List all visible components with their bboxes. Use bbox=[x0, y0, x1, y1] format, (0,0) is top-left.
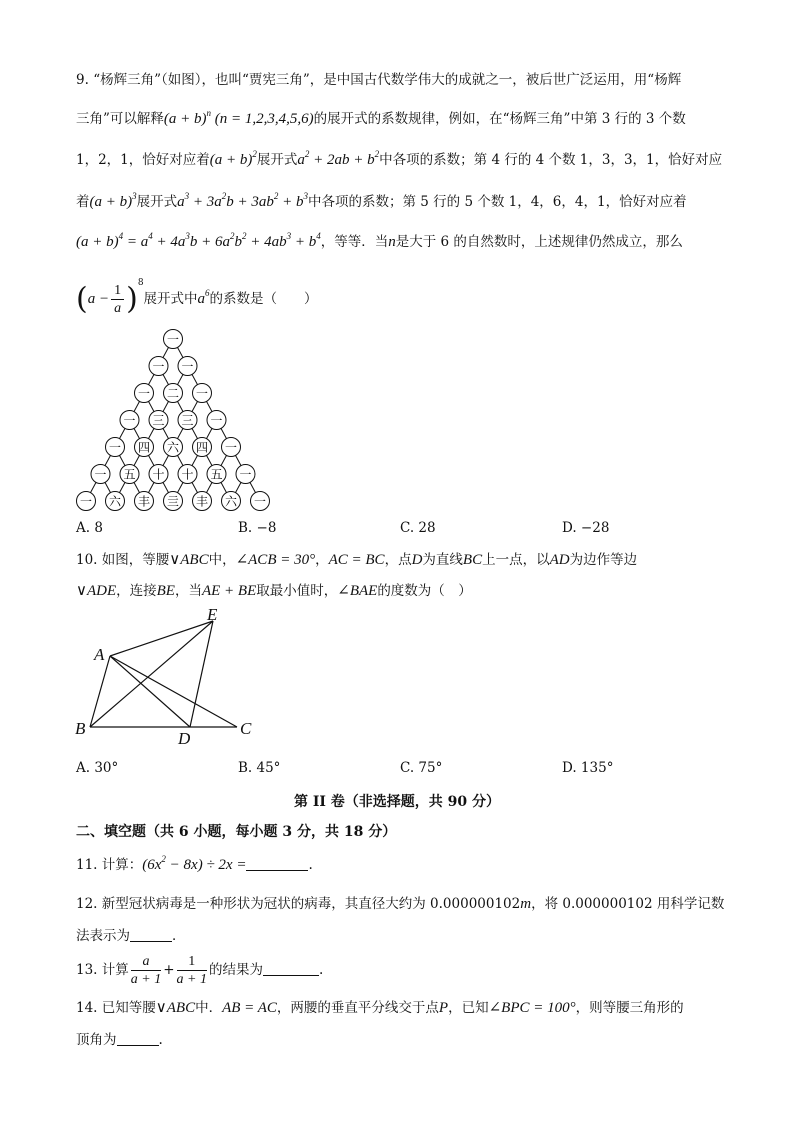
triangle-connector bbox=[119, 482, 125, 492]
q9-line5: $(a + b)^4 = a^4 + 4a^3b + 6a^2b^2 + 4ab^3 + b^4$，等等．当n是大于 6 的自然数时，上述规律仍然成立，那么 bbox=[76, 231, 683, 250]
q10-line2: ∨ADE，连接BE，当AE + BE取最小值时，∠BAE的度数为（ ） bbox=[76, 583, 472, 599]
triangle-connector bbox=[221, 428, 227, 438]
triangle-node-label: 五 bbox=[210, 467, 223, 482]
triangle-node-label: 一 bbox=[152, 359, 165, 374]
triangle-node-label: 三 bbox=[181, 413, 194, 428]
q14-line1: 14. 已知等腰∨ABC中．AB = AC，两腰的垂直平分线交于点P，已知∠BPC = 100°，则等腰三角形的 bbox=[76, 1000, 684, 1016]
triangle-connector bbox=[119, 455, 125, 465]
triangle-connector bbox=[148, 455, 154, 465]
q9-line3: 1，2，1，恰好对应着$(a + b)^2$展开式$a^2 + 2ab + b^2$中各项的系数；第 4 行的 4 个数 1，3，3，1，恰好对应 bbox=[76, 149, 723, 168]
label-c: C bbox=[240, 719, 252, 738]
triangle-connector bbox=[177, 401, 183, 411]
triangle-node-label: 一 bbox=[224, 440, 238, 455]
triangle-node-label: 六 bbox=[166, 440, 180, 455]
triangle-node-label: 二 bbox=[166, 386, 180, 401]
segment-ae bbox=[110, 621, 213, 656]
triangle-connector bbox=[134, 482, 140, 492]
q11-answer-blank[interactable] bbox=[246, 856, 308, 871]
triangle-node-label: 丰 bbox=[137, 494, 151, 509]
q9-line2: 三角”可以解释$(a + b)^n$ (n = 1,2,3,4,5,6)的展开式的系数规律，例如，在“杨辉三角”中第 3 行的 3 个数 bbox=[76, 108, 686, 127]
triangle-connector bbox=[235, 482, 241, 492]
triangle-node-label: 十 bbox=[181, 467, 194, 482]
triangle-node-label: 一 bbox=[210, 413, 223, 428]
triangle-connector bbox=[134, 455, 140, 465]
q9-option-b[interactable]: B. −8 bbox=[238, 520, 277, 536]
triangle-connector bbox=[148, 374, 154, 384]
triangle-node-label: 一 bbox=[108, 440, 122, 455]
q10-option-b[interactable]: B. 45° bbox=[238, 760, 281, 776]
triangle-connector bbox=[177, 482, 183, 492]
triangle-node-label: 一 bbox=[239, 467, 252, 482]
triangle-connector bbox=[163, 401, 169, 411]
triangle-connector bbox=[250, 482, 256, 492]
triangle-connector bbox=[192, 455, 198, 465]
triangle-connector bbox=[148, 401, 154, 411]
triangle-connector bbox=[90, 482, 96, 492]
q12-line2: 法表示为 ． bbox=[76, 928, 186, 944]
label-a: A bbox=[94, 645, 105, 664]
yang-hui-triangle bbox=[70, 325, 285, 515]
triangle-connector bbox=[105, 455, 111, 465]
triangle-connector bbox=[177, 455, 183, 465]
triangle-node-label: 一 bbox=[195, 386, 209, 401]
segment-ab bbox=[90, 656, 110, 727]
triangle-node-label: 十 bbox=[152, 467, 165, 482]
triangle-connector bbox=[148, 482, 154, 492]
triangle-node-label: 六 bbox=[108, 494, 122, 509]
q14-line2: 顶角为 . bbox=[76, 1032, 163, 1048]
triangle-connector bbox=[163, 455, 169, 465]
triangle-connector bbox=[163, 347, 169, 357]
segment-ad bbox=[110, 656, 190, 727]
part2-title: 第 II 卷（非选择题，共 90 分） bbox=[293, 794, 501, 810]
triangle-node-label: 一 bbox=[253, 494, 267, 509]
triangle-connector bbox=[192, 482, 198, 492]
triangle-connector bbox=[192, 374, 198, 384]
triangle-node-label: 四 bbox=[195, 440, 209, 455]
q10-option-c[interactable]: C. 75° bbox=[400, 760, 443, 776]
triangle-connector bbox=[163, 374, 169, 384]
q13-line: 13. 计算 $\frac{a}{a + 1}$ + $\frac{1}{a + 1}$ 的结果为 . bbox=[76, 954, 324, 987]
triangle-connector bbox=[206, 401, 212, 411]
triangle-connector bbox=[206, 482, 212, 492]
q9-option-d[interactable]: D. −28 bbox=[562, 520, 610, 536]
triangle-node-label: 四 bbox=[137, 440, 151, 455]
triangle-node-label: 一 bbox=[166, 332, 180, 347]
q10-geometry-figure bbox=[70, 604, 270, 749]
triangle-connector bbox=[235, 455, 241, 465]
q11-line: 11. 计算：$(6x^2 - 8x) \div 2x$ = . bbox=[76, 854, 313, 873]
triangle-connector bbox=[134, 401, 140, 411]
triangle-connector bbox=[221, 455, 227, 465]
triangle-connector bbox=[105, 482, 111, 492]
triangle-connector bbox=[177, 347, 183, 357]
label-e: E bbox=[207, 605, 218, 624]
q13-answer-blank[interactable] bbox=[263, 961, 319, 976]
q9-line1: 9. “杨辉三角”（如图），也叫“贾宪三角”，是中国古代数学伟大的成就之一，被后世广泛运用，用“杨辉 bbox=[76, 72, 682, 88]
q9-option-a[interactable]: A. 8 bbox=[76, 520, 103, 536]
triangle-connector bbox=[206, 455, 212, 465]
triangle-node-label: 一 bbox=[94, 467, 107, 482]
triangle-connector bbox=[134, 428, 140, 438]
triangle-node-label: 一 bbox=[137, 386, 151, 401]
triangle-connector bbox=[148, 428, 154, 438]
triangle-connector bbox=[206, 428, 212, 438]
q9-option-c[interactable]: C. 28 bbox=[400, 520, 436, 536]
triangle-connector bbox=[177, 428, 183, 438]
q10-line1: 10. 如图，等腰∨ABC中，∠ACB = 30°，AC = BC，点D为直线BC上一点，以AD为边作等边 bbox=[76, 552, 638, 568]
triangle-connector bbox=[192, 401, 198, 411]
q12-line1: 12. 新型冠状病毒是一种形状为冠状的病毒，其直径大约为 0.000000102m，将 0.000000102 用科学记数 bbox=[76, 896, 725, 912]
triangle-connector bbox=[163, 428, 169, 438]
triangle-node-label: 一 bbox=[181, 359, 194, 374]
triangle-connector bbox=[163, 482, 169, 492]
q12-answer-blank[interactable] bbox=[130, 927, 172, 942]
triangle-node-label: 五 bbox=[123, 467, 136, 482]
label-b: B bbox=[75, 719, 86, 738]
segment-be bbox=[90, 621, 213, 727]
section2-heading: 二、填空题（共 6 小题，每小题 3 分，共 18 分） bbox=[76, 824, 397, 840]
triangle-node-label: 一 bbox=[79, 494, 93, 509]
triangle-connector bbox=[221, 482, 227, 492]
triangle-node-label: 三 bbox=[152, 413, 165, 428]
segment-ac bbox=[110, 656, 237, 727]
triangle-connector bbox=[192, 428, 198, 438]
q9-line6: (a − $\frac{1}{a}$ )$^8$展开式中$a^6$的系数是（ ） bbox=[76, 278, 318, 317]
q10-option-d[interactable]: D. 135° bbox=[562, 760, 614, 776]
triangle-node-label: 亖 bbox=[166, 494, 180, 509]
q14-answer-blank[interactable] bbox=[117, 1031, 159, 1046]
triangle-node-label: 一 bbox=[123, 413, 136, 428]
q9-line4: 着$(a + b)^3$展开式$a^3 + 3a^2b + 3ab^2 + b^3$中各项的系数；第 5 行的 5 个数 1，4，6，4，1，恰好对应着 bbox=[76, 191, 687, 210]
triangle-connector bbox=[119, 428, 125, 438]
q10-option-a[interactable]: A. 30° bbox=[76, 760, 119, 776]
triangle-node-label: 六 bbox=[224, 494, 238, 509]
triangle-node-label: 丰 bbox=[195, 494, 209, 509]
triangle-connector bbox=[177, 374, 183, 384]
label-d: D bbox=[178, 729, 191, 748]
